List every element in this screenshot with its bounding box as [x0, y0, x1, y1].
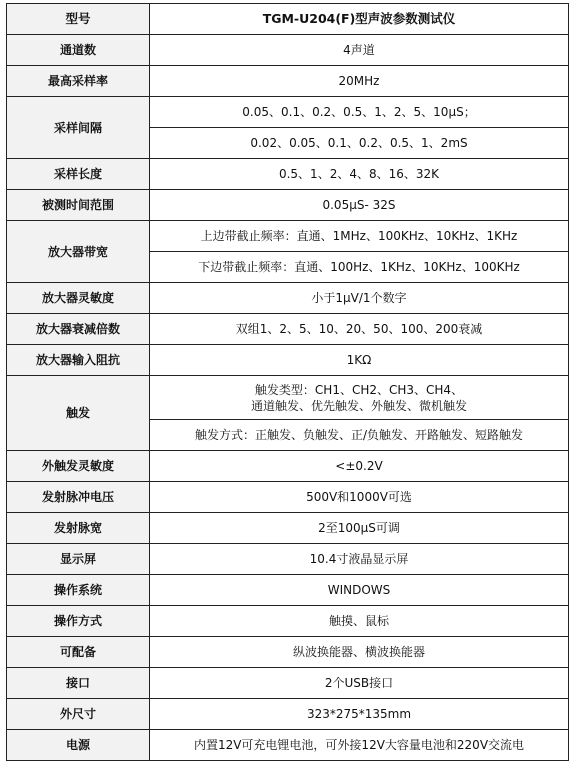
row-label: 显示屏 [7, 544, 150, 575]
trigger-type-line-2: 通道触发、优先触发、外触发、微机触发 [250, 398, 467, 413]
table-row [7, 314, 569, 345]
row-value: 323*275*135mm [150, 699, 569, 730]
table-row [7, 730, 569, 761]
row-value: WINDOWS [150, 575, 569, 606]
table-row [7, 190, 569, 221]
row-value: 2个USB接口 [150, 668, 569, 699]
row-label: 可配备 [7, 637, 150, 668]
row-value: 20MHz [150, 66, 569, 97]
table-row [7, 575, 569, 606]
table-row [7, 159, 569, 190]
row-label: 放大器灵敏度 [7, 283, 150, 314]
spec-table-container [6, 3, 569, 761]
row-label: 发射脉冲电压 [7, 482, 150, 513]
table-row [7, 345, 569, 376]
row-label: 接口 [7, 668, 150, 699]
row-value: 下边带截止频率：直通、100Hz、1KHz、10KHz、100KHz [150, 252, 569, 283]
row-value: <±0.2V [150, 451, 569, 482]
row-label: 放大器带宽 [7, 221, 150, 283]
row-value: 10.4寸液晶显示屏 [150, 544, 569, 575]
model-value: TGM-U204(F)型声波参数测试仪 [150, 4, 569, 35]
row-value: 1KΩ [150, 345, 569, 376]
row-value: 500V和1000V可选 [150, 482, 569, 513]
table-row [7, 513, 569, 544]
table-row [7, 482, 569, 513]
trigger-type-line-1: 触发类型：CH1、CH2、CH3、CH4、 [254, 382, 464, 397]
table-row [7, 699, 569, 730]
row-label: 通道数 [7, 35, 150, 66]
table-row [7, 451, 569, 482]
row-value: 纵波换能器、横波换能器 [150, 637, 569, 668]
row-label: 外触发灵敏度 [7, 451, 150, 482]
row-label: 放大器衰减倍数 [7, 314, 150, 345]
table-row [7, 668, 569, 699]
row-label: 触发 [7, 376, 150, 451]
table-row [7, 637, 569, 668]
spec-table [6, 3, 569, 761]
row-value: 0.05、0.1、0.2、0.5、1、2、5、10μS； [150, 97, 569, 128]
table-row [7, 221, 569, 252]
row-label: 电源 [7, 730, 150, 761]
row-value: 0.5、1、2、4、8、16、32K [150, 159, 569, 190]
row-value: 0.05μS- 32S [150, 190, 569, 221]
row-value: 触发方式：正触发、负触发、正/负触发、开路触发、短路触发 [150, 420, 569, 451]
row-value: 2至100μS可调 [150, 513, 569, 544]
row-label: 放大器输入阻抗 [7, 345, 150, 376]
row-value: 双组1、2、5、10、20、50、100、200衰减 [150, 314, 569, 345]
table-row-model [7, 4, 569, 35]
row-value: 4声道 [150, 35, 569, 66]
row-value: 0.02、0.05、0.1、0.2、0.5、1、2mS [150, 128, 569, 159]
row-label: 采样间隔 [7, 97, 150, 159]
row-value: 触摸、鼠标 [150, 606, 569, 637]
table-row [7, 606, 569, 637]
table-row [7, 35, 569, 66]
table-row [7, 283, 569, 314]
table-row [7, 97, 569, 128]
row-label: 外尺寸 [7, 699, 150, 730]
row-label: 发射脉宽 [7, 513, 150, 544]
row-value: 内置12V可充电锂电池，可外接12V大容量电池和220V交流电 [150, 730, 569, 761]
row-value: 上边带截止频率：直通、1MHz、100KHz、10KHz、1KHz [150, 221, 569, 252]
table-row [7, 544, 569, 575]
table-row [7, 376, 569, 420]
row-label: 操作方式 [7, 606, 150, 637]
row-value: 小于1μV/1个数字 [150, 283, 569, 314]
row-value [150, 376, 569, 420]
table-row [7, 66, 569, 97]
row-label: 采样长度 [7, 159, 150, 190]
row-label: 最高采样率 [7, 66, 150, 97]
row-label: 被测时间范围 [7, 190, 150, 221]
row-label: 操作系统 [7, 575, 150, 606]
model-label: 型号 [7, 4, 150, 35]
